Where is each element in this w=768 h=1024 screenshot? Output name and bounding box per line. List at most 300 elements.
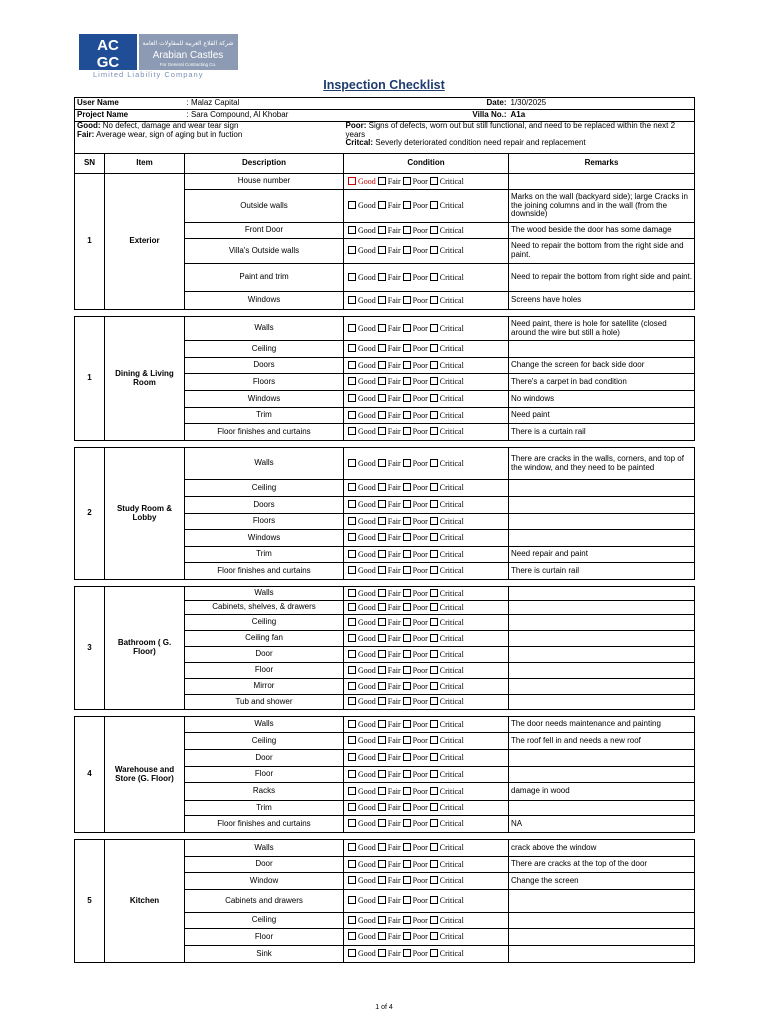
- condition-label-fair: Fair: [387, 932, 401, 942]
- condition-checkbox-fair[interactable]: [378, 634, 386, 642]
- condition-checkbox-poor[interactable]: [403, 377, 411, 385]
- condition-label-fair: Fair: [387, 719, 401, 729]
- row-description: Floors: [185, 374, 344, 391]
- condition-label-poor: Poor: [412, 176, 428, 186]
- row-description: Ceiling: [185, 341, 344, 358]
- condition-options: [344, 615, 509, 631]
- info-row-user: [75, 98, 695, 110]
- condition-checkbox-good[interactable]: [348, 876, 356, 884]
- condition-label-good: Good: [358, 896, 376, 906]
- table-row: [75, 840, 695, 857]
- condition-checkbox-critical[interactable]: [430, 896, 438, 904]
- condition-label-poor: Poor: [412, 225, 428, 235]
- condition-checkbox-poor[interactable]: [403, 843, 411, 851]
- condition-checkbox-fair[interactable]: [378, 819, 386, 827]
- condition-checkbox-poor[interactable]: [403, 296, 411, 304]
- condition-checkbox-good[interactable]: [348, 860, 356, 868]
- row-remark: [509, 530, 695, 547]
- row-description: Floor finishes and curtains: [185, 816, 344, 833]
- condition-checkbox-good[interactable]: [348, 459, 356, 467]
- condition-checkbox-critical[interactable]: [430, 533, 438, 541]
- condition-checkbox-good[interactable]: [348, 932, 356, 940]
- condition-options: [344, 563, 509, 580]
- condition-checkbox-critical[interactable]: [430, 566, 438, 574]
- condition-checkbox-critical[interactable]: [430, 682, 438, 690]
- condition-checkbox-critical[interactable]: [430, 344, 438, 352]
- section-separator: [75, 580, 695, 587]
- condition-options: [344, 448, 509, 480]
- condition-checkbox-good[interactable]: [348, 226, 356, 234]
- condition-checkbox-fair[interactable]: [378, 324, 386, 332]
- condition-options: [344, 717, 509, 733]
- condition-label-poor: Poor: [412, 458, 428, 468]
- condition-label-good: Good: [358, 633, 376, 643]
- condition-checkbox-fair[interactable]: [378, 916, 386, 924]
- condition-options: [344, 631, 509, 647]
- page-title: Inspection Checklist: [323, 78, 445, 92]
- condition-checkbox-good[interactable]: [348, 411, 356, 419]
- condition-label-critical: Critical: [439, 533, 464, 543]
- condition-label-poor: Poor: [412, 377, 428, 387]
- condition-label-critical: Critical: [439, 753, 464, 763]
- condition-checkbox-critical[interactable]: [430, 720, 438, 728]
- condition-checkbox-good[interactable]: [348, 296, 356, 304]
- condition-checkbox-fair[interactable]: [378, 682, 386, 690]
- condition-checkbox-good[interactable]: [348, 344, 356, 352]
- condition-checkbox-poor[interactable]: [403, 550, 411, 558]
- condition-checkbox-fair[interactable]: [378, 770, 386, 778]
- condition-checkbox-critical[interactable]: [430, 753, 438, 761]
- condition-checkbox-critical[interactable]: [430, 697, 438, 705]
- condition-options: [344, 292, 509, 310]
- condition-checkbox-critical[interactable]: [430, 932, 438, 940]
- row-description: Window: [185, 873, 344, 890]
- condition-options: [344, 391, 509, 408]
- condition-checkbox-critical[interactable]: [430, 500, 438, 508]
- condition-checkbox-poor[interactable]: [403, 483, 411, 491]
- condition-checkbox-critical[interactable]: [430, 246, 438, 254]
- condition-checkbox-critical[interactable]: [430, 483, 438, 491]
- condition-checkbox-poor[interactable]: [403, 787, 411, 795]
- condition-checkbox-fair[interactable]: [378, 296, 386, 304]
- condition-label-critical: Critical: [439, 617, 464, 627]
- condition-checkbox-fair[interactable]: [378, 344, 386, 352]
- row-description: Windows: [185, 292, 344, 310]
- condition-checkbox-critical[interactable]: [430, 787, 438, 795]
- condition-checkbox-critical[interactable]: [430, 916, 438, 924]
- condition-options: [344, 733, 509, 750]
- condition-checkbox-critical[interactable]: [430, 361, 438, 369]
- condition-checkbox-poor[interactable]: [403, 589, 411, 597]
- condition-label-poor: Poor: [412, 859, 428, 869]
- condition-label-poor: Poor: [412, 769, 428, 779]
- row-description: Floor: [185, 929, 344, 946]
- logo-tagline: Limited Liability Company: [93, 70, 204, 79]
- row-remark: damage in wood: [509, 783, 695, 801]
- condition-label-good: Good: [358, 377, 376, 387]
- condition-checkbox-poor[interactable]: [403, 803, 411, 811]
- condition-options: [344, 783, 509, 801]
- condition-checkbox-good[interactable]: [348, 770, 356, 778]
- condition-checkbox-good[interactable]: [348, 500, 356, 508]
- condition-checkbox-poor[interactable]: [403, 896, 411, 904]
- condition-label-good: Good: [358, 566, 376, 576]
- row-remark: NA: [509, 816, 695, 833]
- condition-checkbox-critical[interactable]: [430, 517, 438, 525]
- row-description: Ceiling fan: [185, 631, 344, 647]
- condition-checkbox-poor[interactable]: [403, 753, 411, 761]
- condition-checkbox-critical[interactable]: [430, 589, 438, 597]
- condition-checkbox-poor[interactable]: [403, 411, 411, 419]
- legend-fair: Fair: Average wear, sign of aging but in fuction: [77, 129, 243, 139]
- condition-label-poor: Poor: [412, 665, 428, 675]
- condition-label-good: Good: [358, 843, 376, 853]
- condition-label-poor: Poor: [412, 516, 428, 526]
- condition-checkbox-critical[interactable]: [430, 650, 438, 658]
- condition-checkbox-good[interactable]: [348, 666, 356, 674]
- condition-checkbox-poor[interactable]: [403, 932, 411, 940]
- condition-checkbox-fair[interactable]: [378, 650, 386, 658]
- condition-checkbox-fair[interactable]: [378, 803, 386, 811]
- condition-checkbox-fair[interactable]: [378, 932, 386, 940]
- condition-options: [344, 408, 509, 424]
- condition-label-critical: Critical: [439, 649, 464, 659]
- date-label: Date:: [486, 98, 507, 108]
- condition-checkbox-poor[interactable]: [403, 720, 411, 728]
- condition-checkbox-critical[interactable]: [430, 377, 438, 385]
- condition-label-critical: Critical: [439, 295, 464, 305]
- condition-checkbox-critical[interactable]: [430, 324, 438, 332]
- table-row: [75, 317, 695, 341]
- row-description: House number: [185, 174, 344, 190]
- row-description: Trim: [185, 547, 344, 563]
- condition-label-critical: Critical: [439, 697, 464, 707]
- condition-checkbox-critical[interactable]: [430, 618, 438, 626]
- condition-options: [344, 174, 509, 190]
- condition-checkbox-fair[interactable]: [378, 618, 386, 626]
- table-row: [75, 587, 695, 601]
- row-remark: There are cracks in the walls, corners, and top of the window, and they need to be painted: [509, 448, 695, 480]
- condition-checkbox-critical[interactable]: [430, 201, 438, 209]
- condition-checkbox-poor[interactable]: [403, 736, 411, 744]
- condition-checkbox-fair[interactable]: [378, 896, 386, 904]
- condition-checkbox-critical[interactable]: [430, 459, 438, 467]
- row-description: Door: [185, 857, 344, 873]
- condition-checkbox-fair[interactable]: [378, 459, 386, 467]
- condition-checkbox-poor[interactable]: [403, 949, 411, 957]
- condition-options: [344, 497, 509, 514]
- row-description: Front Door: [185, 223, 344, 239]
- condition-checkbox-critical[interactable]: [430, 394, 438, 402]
- condition-checkbox-critical[interactable]: [430, 603, 438, 611]
- condition-label-fair: Fair: [387, 649, 401, 659]
- condition-options: [344, 913, 509, 929]
- condition-checkbox-fair[interactable]: [378, 753, 386, 761]
- condition-checkbox-fair[interactable]: [378, 411, 386, 419]
- condition-checkbox-fair[interactable]: [378, 361, 386, 369]
- condition-checkbox-poor[interactable]: [403, 201, 411, 209]
- condition-checkbox-critical[interactable]: [430, 843, 438, 851]
- condition-checkbox-good[interactable]: [348, 803, 356, 811]
- condition-label-poor: Poor: [412, 427, 428, 437]
- condition-label-fair: Fair: [387, 458, 401, 468]
- condition-checkbox-poor[interactable]: [403, 246, 411, 254]
- condition-label-poor: Poor: [412, 896, 428, 906]
- condition-checkbox-good[interactable]: [348, 427, 356, 435]
- condition-checkbox-fair[interactable]: [378, 843, 386, 851]
- condition-label-poor: Poor: [412, 323, 428, 333]
- condition-checkbox-fair[interactable]: [378, 949, 386, 957]
- section-item: Exterior: [105, 174, 185, 310]
- row-description: Tub and shower: [185, 695, 344, 710]
- condition-options: [344, 750, 509, 767]
- condition-checkbox-critical[interactable]: [430, 770, 438, 778]
- condition-label-fair: Fair: [387, 549, 401, 559]
- condition-label-fair: Fair: [387, 566, 401, 576]
- condition-checkbox-poor[interactable]: [403, 517, 411, 525]
- condition-checkbox-fair[interactable]: [378, 377, 386, 385]
- condition-label-good: Good: [358, 719, 376, 729]
- row-remark: [509, 601, 695, 615]
- condition-checkbox-good[interactable]: [348, 949, 356, 957]
- condition-checkbox-critical[interactable]: [430, 803, 438, 811]
- condition-checkbox-poor[interactable]: [403, 324, 411, 332]
- condition-checkbox-critical[interactable]: [430, 226, 438, 234]
- condition-checkbox-good[interactable]: [348, 843, 356, 851]
- condition-checkbox-good[interactable]: [348, 736, 356, 744]
- condition-checkbox-good[interactable]: [348, 246, 356, 254]
- condition-label-fair: Fair: [387, 915, 401, 925]
- condition-checkbox-good[interactable]: [348, 603, 356, 611]
- condition-checkbox-critical[interactable]: [430, 296, 438, 304]
- condition-label-good: Good: [358, 859, 376, 869]
- condition-checkbox-fair[interactable]: [378, 603, 386, 611]
- condition-checkbox-poor[interactable]: [403, 361, 411, 369]
- condition-checkbox-fair[interactable]: [378, 517, 386, 525]
- row-remark: [509, 631, 695, 647]
- villa-label: Villa No.:: [472, 110, 507, 120]
- condition-checkbox-good[interactable]: [348, 720, 356, 728]
- condition-checkbox-critical[interactable]: [430, 177, 438, 185]
- condition-checkbox-fair[interactable]: [378, 500, 386, 508]
- section-separator: [75, 710, 695, 717]
- condition-checkbox-good[interactable]: [348, 550, 356, 558]
- condition-checkbox-fair[interactable]: [378, 589, 386, 597]
- condition-checkbox-good[interactable]: [348, 533, 356, 541]
- condition-checkbox-poor[interactable]: [403, 427, 411, 435]
- row-remark: No windows: [509, 391, 695, 408]
- condition-checkbox-poor[interactable]: [403, 226, 411, 234]
- row-remark: [509, 801, 695, 816]
- condition-checkbox-poor[interactable]: [403, 618, 411, 626]
- condition-checkbox-good[interactable]: [348, 634, 356, 642]
- condition-checkbox-poor[interactable]: [403, 394, 411, 402]
- condition-checkbox-fair[interactable]: [378, 177, 386, 185]
- condition-checkbox-poor[interactable]: [403, 666, 411, 674]
- condition-label-critical: Critical: [439, 843, 464, 853]
- condition-label-critical: Critical: [439, 427, 464, 437]
- condition-checkbox-good[interactable]: [348, 697, 356, 705]
- condition-checkbox-poor[interactable]: [403, 819, 411, 827]
- condition-checkbox-good[interactable]: [348, 566, 356, 574]
- condition-checkbox-good[interactable]: [348, 682, 356, 690]
- condition-checkbox-critical[interactable]: [430, 634, 438, 642]
- condition-checkbox-fair[interactable]: [378, 394, 386, 402]
- condition-checkbox-fair[interactable]: [378, 787, 386, 795]
- condition-options: [344, 547, 509, 563]
- condition-label-critical: Critical: [439, 803, 464, 813]
- condition-options: [344, 264, 509, 292]
- condition-checkbox-poor[interactable]: [403, 459, 411, 467]
- condition-checkbox-poor[interactable]: [403, 634, 411, 642]
- condition-options: [344, 816, 509, 833]
- condition-checkbox-critical[interactable]: [430, 876, 438, 884]
- project-name-label: Project Name: [75, 110, 185, 122]
- section-sn: 2: [75, 448, 105, 580]
- condition-checkbox-fair[interactable]: [378, 876, 386, 884]
- condition-checkbox-good[interactable]: [348, 394, 356, 402]
- condition-checkbox-poor[interactable]: [403, 697, 411, 705]
- condition-checkbox-fair[interactable]: [378, 860, 386, 868]
- condition-checkbox-good[interactable]: [348, 483, 356, 491]
- condition-label-good: Good: [358, 803, 376, 813]
- condition-checkbox-fair[interactable]: [378, 226, 386, 234]
- condition-checkbox-fair[interactable]: [378, 697, 386, 705]
- condition-options: [344, 679, 509, 695]
- condition-checkbox-poor[interactable]: [403, 500, 411, 508]
- row-description: Door: [185, 750, 344, 767]
- condition-checkbox-critical[interactable]: [430, 819, 438, 827]
- condition-checkbox-fair[interactable]: [378, 736, 386, 744]
- condition-checkbox-good[interactable]: [348, 517, 356, 525]
- table-row: [75, 174, 695, 190]
- condition-checkbox-poor[interactable]: [403, 344, 411, 352]
- condition-checkbox-fair[interactable]: [378, 566, 386, 574]
- row-remark: [509, 663, 695, 679]
- condition-checkbox-good[interactable]: [348, 819, 356, 827]
- condition-label-good: Good: [358, 786, 376, 796]
- condition-label-poor: Poor: [412, 549, 428, 559]
- condition-label-critical: Critical: [439, 394, 464, 404]
- condition-label-critical: Critical: [439, 323, 464, 333]
- condition-checkbox-good[interactable]: [348, 650, 356, 658]
- condition-checkbox-good[interactable]: [348, 201, 356, 209]
- condition-label-good: Good: [358, 932, 376, 942]
- row-description: Mirror: [185, 679, 344, 695]
- condition-checkbox-critical[interactable]: [430, 411, 438, 419]
- page-number: 1 of 4: [375, 1004, 393, 1011]
- condition-checkbox-critical[interactable]: [430, 666, 438, 674]
- condition-label-poor: Poor: [412, 843, 428, 853]
- condition-checkbox-poor[interactable]: [403, 770, 411, 778]
- condition-checkbox-critical[interactable]: [430, 949, 438, 957]
- logo-company-sub: For General Contracting Co.: [159, 62, 217, 67]
- condition-checkbox-poor[interactable]: [403, 273, 411, 281]
- condition-options: [344, 647, 509, 663]
- condition-label-critical: Critical: [439, 736, 464, 746]
- row-remark: The door needs maintenance and painting: [509, 717, 695, 733]
- condition-label-poor: Poor: [412, 295, 428, 305]
- condition-checkbox-good[interactable]: [348, 589, 356, 597]
- condition-checkbox-fair[interactable]: [378, 533, 386, 541]
- row-description: Windows: [185, 530, 344, 547]
- condition-checkbox-poor[interactable]: [403, 533, 411, 541]
- row-remark: Need to repair the bottom from the right side and paint.: [509, 239, 695, 264]
- condition-label-fair: Fair: [387, 533, 401, 543]
- row-remark: [509, 615, 695, 631]
- condition-checkbox-good[interactable]: [348, 916, 356, 924]
- condition-checkbox-good[interactable]: [348, 377, 356, 385]
- condition-checkbox-fair[interactable]: [378, 483, 386, 491]
- condition-checkbox-poor[interactable]: [403, 177, 411, 185]
- row-remark: The roof fell in and needs a new roof: [509, 733, 695, 750]
- condition-checkbox-fair[interactable]: [378, 550, 386, 558]
- condition-label-poor: Poor: [412, 533, 428, 543]
- condition-label-fair: Fair: [387, 246, 401, 256]
- condition-label-good: Good: [358, 769, 376, 779]
- condition-checkbox-poor[interactable]: [403, 566, 411, 574]
- condition-checkbox-critical[interactable]: [430, 860, 438, 868]
- condition-checkbox-fair[interactable]: [378, 273, 386, 281]
- condition-checkbox-fair[interactable]: [378, 246, 386, 254]
- condition-checkbox-good[interactable]: [348, 324, 356, 332]
- condition-label-fair: Fair: [387, 323, 401, 333]
- row-description: Floor finishes and curtains: [185, 563, 344, 580]
- condition-checkbox-good[interactable]: [348, 753, 356, 761]
- legend-row: [75, 122, 695, 154]
- condition-checkbox-critical[interactable]: [430, 550, 438, 558]
- section-sn: 1: [75, 174, 105, 310]
- condition-label-poor: Poor: [412, 803, 428, 813]
- condition-checkbox-critical[interactable]: [430, 736, 438, 744]
- condition-checkbox-poor[interactable]: [403, 876, 411, 884]
- condition-options: [344, 514, 509, 530]
- condition-label-poor: Poor: [412, 344, 428, 354]
- section-item: Bathroom ( G. Floor): [105, 587, 185, 710]
- condition-label-critical: Critical: [439, 176, 464, 186]
- condition-label-critical: Critical: [439, 932, 464, 942]
- condition-checkbox-fair[interactable]: [378, 720, 386, 728]
- condition-label-fair: Fair: [387, 500, 401, 510]
- condition-checkbox-fair[interactable]: [378, 201, 386, 209]
- condition-checkbox-good[interactable]: [348, 273, 356, 281]
- section-sn: 4: [75, 717, 105, 833]
- condition-label-critical: Critical: [439, 201, 464, 211]
- condition-checkbox-good[interactable]: [348, 896, 356, 904]
- separator-cell: [75, 441, 695, 448]
- condition-checkbox-good[interactable]: [348, 361, 356, 369]
- condition-label-critical: Critical: [439, 549, 464, 559]
- condition-label-critical: Critical: [439, 719, 464, 729]
- condition-checkbox-poor[interactable]: [403, 860, 411, 868]
- condition-checkbox-poor[interactable]: [403, 603, 411, 611]
- condition-checkbox-critical[interactable]: [430, 273, 438, 281]
- condition-checkbox-poor[interactable]: [403, 650, 411, 658]
- condition-checkbox-poor[interactable]: [403, 682, 411, 690]
- condition-checkbox-critical[interactable]: [430, 427, 438, 435]
- header-condition: Condition: [344, 154, 509, 174]
- condition-label-good: Good: [358, 588, 376, 598]
- condition-checkbox-fair[interactable]: [378, 666, 386, 674]
- condition-checkbox-good[interactable]: [348, 618, 356, 626]
- condition-checkbox-good[interactable]: [348, 787, 356, 795]
- condition-label-good: Good: [358, 649, 376, 659]
- condition-checkbox-good[interactable]: [348, 177, 356, 185]
- condition-label-critical: Critical: [439, 410, 464, 420]
- separator-cell: [75, 710, 695, 717]
- condition-checkbox-fair[interactable]: [378, 427, 386, 435]
- condition-checkbox-poor[interactable]: [403, 916, 411, 924]
